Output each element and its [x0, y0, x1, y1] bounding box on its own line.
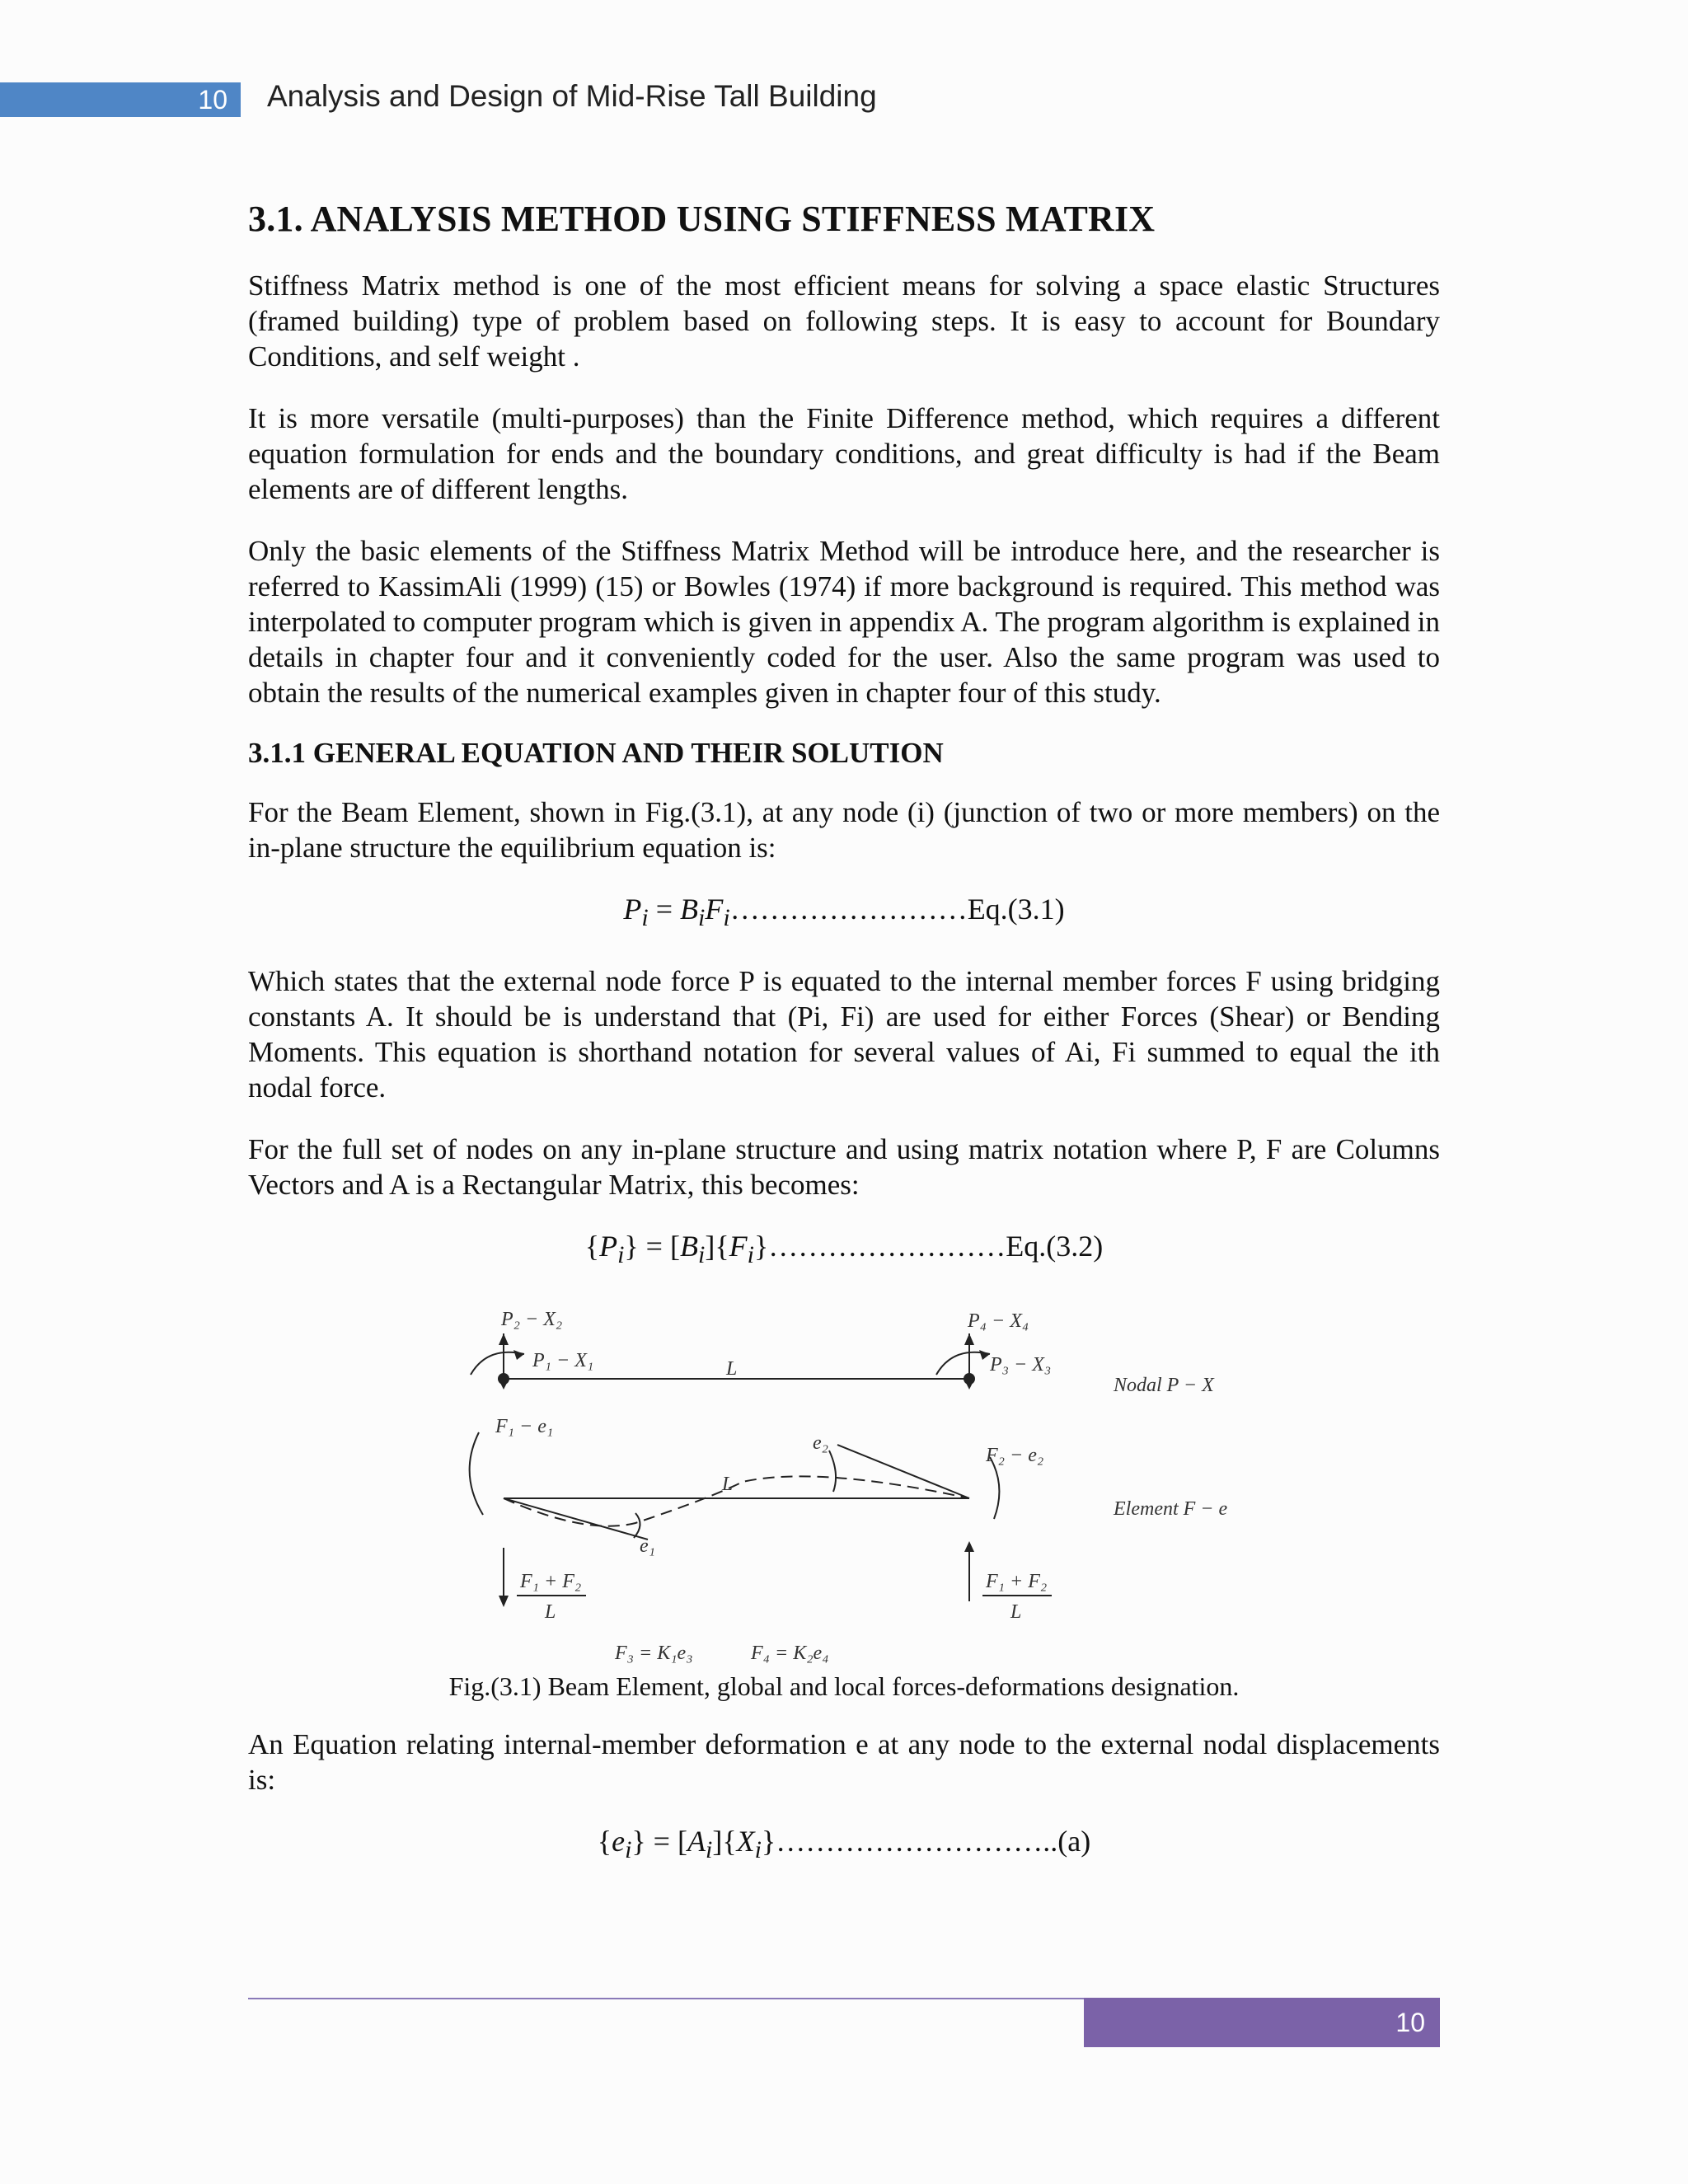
header-page-number: 10 — [0, 82, 241, 117]
label-p4-x4: P₄ − X₄ — [968, 1310, 1029, 1333]
label-length-top: L — [726, 1358, 738, 1380]
label-p1-x1: P₁ − X₁ — [532, 1350, 594, 1372]
label-shear-right-den: L — [1010, 1601, 1022, 1624]
label-shear-right-num: F₁ + F₂ — [986, 1571, 1048, 1593]
beam-diagram — [248, 1301, 1440, 1671]
footer-page-number: 10 — [1084, 1998, 1440, 2047]
paragraph: It is more versatile (multi-purposes) than the Finite Difference method, which requires a different equation formulation for ends and the boundary conditions, and great difficulty is had if the Beam elements are of different lengths. — [248, 402, 1440, 505]
equation-a: $\{e_i\}$ = $[A_i]\{X_i\}\dots\dots\dots\dots\dots\dots\dots\dots\dots..(a)$ — [597, 1825, 1091, 1864]
paragraph: Which states that the external node force P is equated to the internal member forces F using bridging constants A. It should be is understand that (Pi, Fi) are used for either Forces (Shear) or Bending Moments. This equation is shorthand notation for several values of Ai, Fi summed to equal the ith nodal force. — [248, 965, 1440, 1104]
label-f3: F₃ = K₁e₃ — [615, 1643, 693, 1665]
label-f4: F₄ = K₂e₄ — [751, 1643, 829, 1665]
label-element: Element F − e — [1114, 1498, 1228, 1521]
paragraph: An Equation relating internal-member deformation e at any node to the external nodal displacements is: — [248, 1728, 1440, 1797]
page-content — [248, 198, 1440, 1896]
running-title: Analysis and Design of Mid-Rise Tall Building — [267, 79, 877, 113]
section-title: 3.1. ANALYSIS METHOD USING STIFFNESS MATRIX — [248, 199, 1156, 239]
label-p3-x3: P₃ − X₃ — [990, 1354, 1052, 1376]
equation-3-2: $\{P_i\}$ = $[B_i]\{F_i\}\dots\dots\dots\dots\dots\dots\dots\dots Eq.(3.2)$ — [584, 1230, 1104, 1269]
label-p2-x2: P₂ − X₂ — [501, 1309, 563, 1331]
label-f1-e1: F₁ − e₁ — [495, 1416, 554, 1438]
paragraph: For the Beam Element, shown in Fig.(3.1), at any node (i) (junction of two or more members) on the in-plane structure the equilibrium equation is: — [248, 796, 1440, 864]
figure-caption: Fig.(3.1) Beam Element, global and local forces-deformations designation. — [448, 1671, 1240, 1702]
equation-3-1: $P_i$ = $B_iF_i\dots\dots\dots\dots\dots\dots\dots\dots Eq.(3.1)$ — [623, 893, 1065, 932]
paragraph: Only the basic elements of the Stiffness Matrix Method will be introduce here, and the researcher is referred to KassimAli (1999) (15) or Bowles (1974) if more background is required. This method was interpolated to computer program which is given in appendix A. The program algorithm is explained in details in chapter four and it conveniently coded for the user. Also the same program was used to obtain the results of the numerical examples given in chapter four of this study. — [248, 535, 1440, 709]
subsection-title: 3.1.1 GENERAL EQUATION AND THEIR SOLUTION — [248, 737, 944, 769]
moment-arrow-f1 — [470, 1432, 483, 1515]
label-e1: e₁ — [640, 1535, 655, 1558]
label-f2-e2: F₂ − e₂ — [986, 1445, 1044, 1467]
label-e2: e₂ — [813, 1432, 828, 1455]
paragraph: For the full set of nodes on any in-plane structure and using matrix notation where P, F are Columns Vectors and A is a Rectangular Matrix, this becomes: — [248, 1133, 1440, 1202]
label-shear-left-den: L — [545, 1601, 556, 1624]
moment-arrow-f2 — [990, 1457, 999, 1519]
label-shear-left-num: F₁ + F₂ — [520, 1571, 582, 1593]
paragraph: Stiffness Matrix method is one of the most efficient means for solving a space elastic Structures (framed building) type of problem based on following steps. It is easy to account for Boundary Conditions, and self weight . — [248, 269, 1440, 373]
label-length-mid: L — [722, 1474, 734, 1496]
label-nodal: Nodal P − X — [1114, 1375, 1214, 1397]
beam-element-figure — [248, 1301, 1440, 1671]
